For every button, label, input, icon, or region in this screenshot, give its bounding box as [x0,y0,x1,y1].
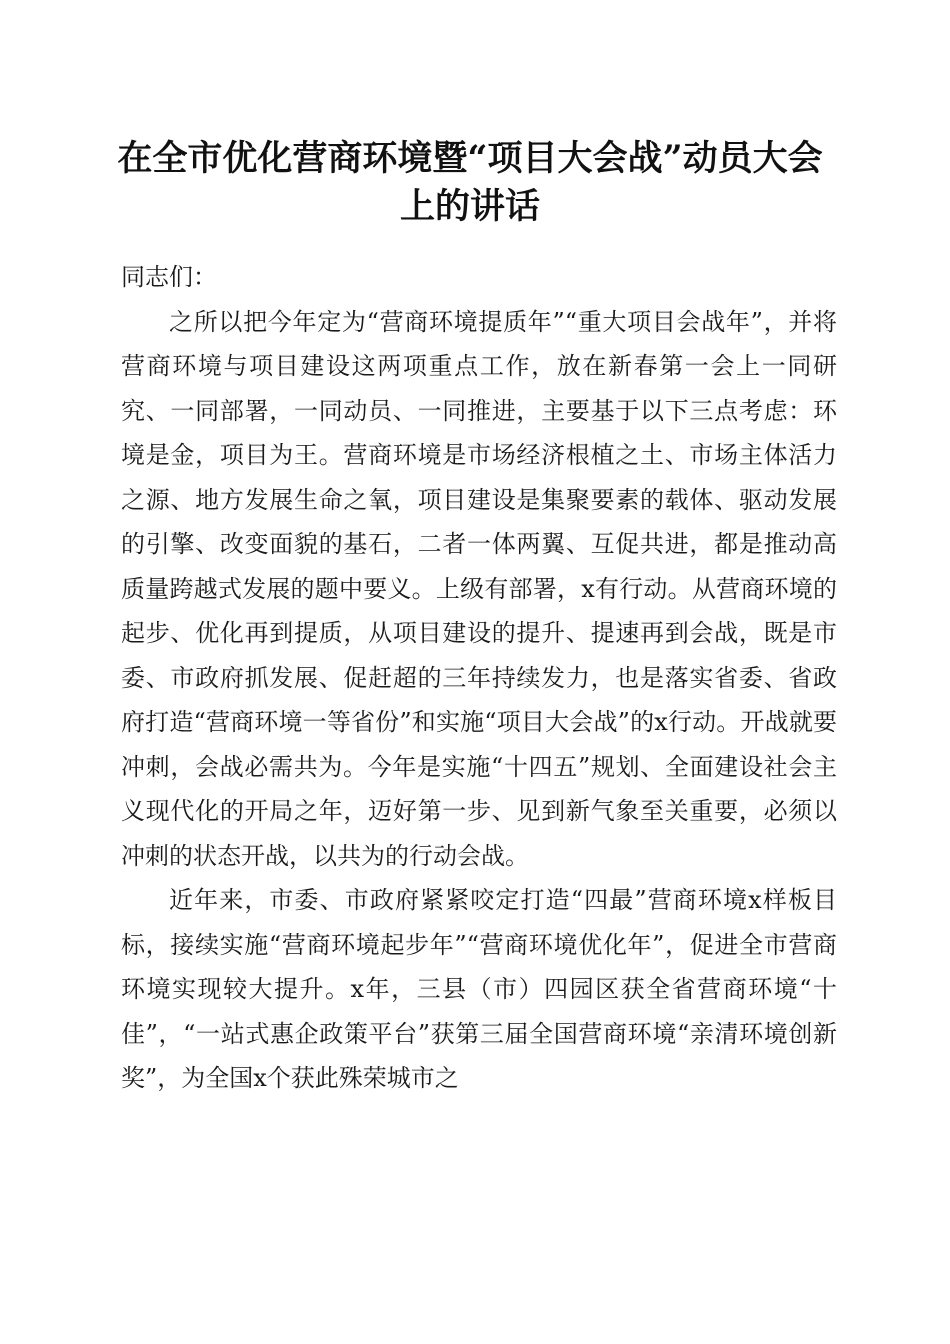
paragraph-2: 近年来，市委、市政府紧紧咬定打造“四最”营商环境x样板目标，接续实施“营商环境起步年”“营商环境优化年”，促进全市营商环境实现较大提升。x年，三县（市）四园区获全省营商环境“十佳”，“一站式惠企政策平台”获第三届全国营商环境“亲清环境创新奖”，为全国x个获此殊荣城市之 [121,886,837,1092]
salutation: 同志们： [121,263,217,291]
document-title: 在全市优化营商环境暨“项目大会战”动员大会上的讲话 [117,138,823,227]
document-body [121,255,837,1101]
paragraph-1: 之所以把今年定为“营商环境提质年”“重大项目会战年”，并将营商环境与项目建设这两项重点工作，放在新春第一会上一同研究、一同部署，一同动员、一同推进，主要基于以下三点考虑：环境是金，项目为王。营商环境是市场经济根植之土、市场主体活力之源、地方发展生命之氧，项目建设是集聚要素的载体、驱动发展的引擎、改变面貌的基石，二者一体两翼、互促共进，都是推动高质量跨越式发展的题中要义。上级有部署，x有行动。从营商环境的起步、优化再到提质，从项目建设的提升、提速再到会战，既是市委、市政府抓发展、促赶超的三年持续发力，也是落实省委、省政府打造“营商环境一等省份”和实施“项目大会战”的x行动。开战就要冲刺，会战必需共为。今年是实施“十四五”规划、全面建设社会主义现代化的开局之年，迈好第一步、见到新气象至关重要，必须以冲刺的状态开战，以共为的行动会战。 [121,307,837,870]
